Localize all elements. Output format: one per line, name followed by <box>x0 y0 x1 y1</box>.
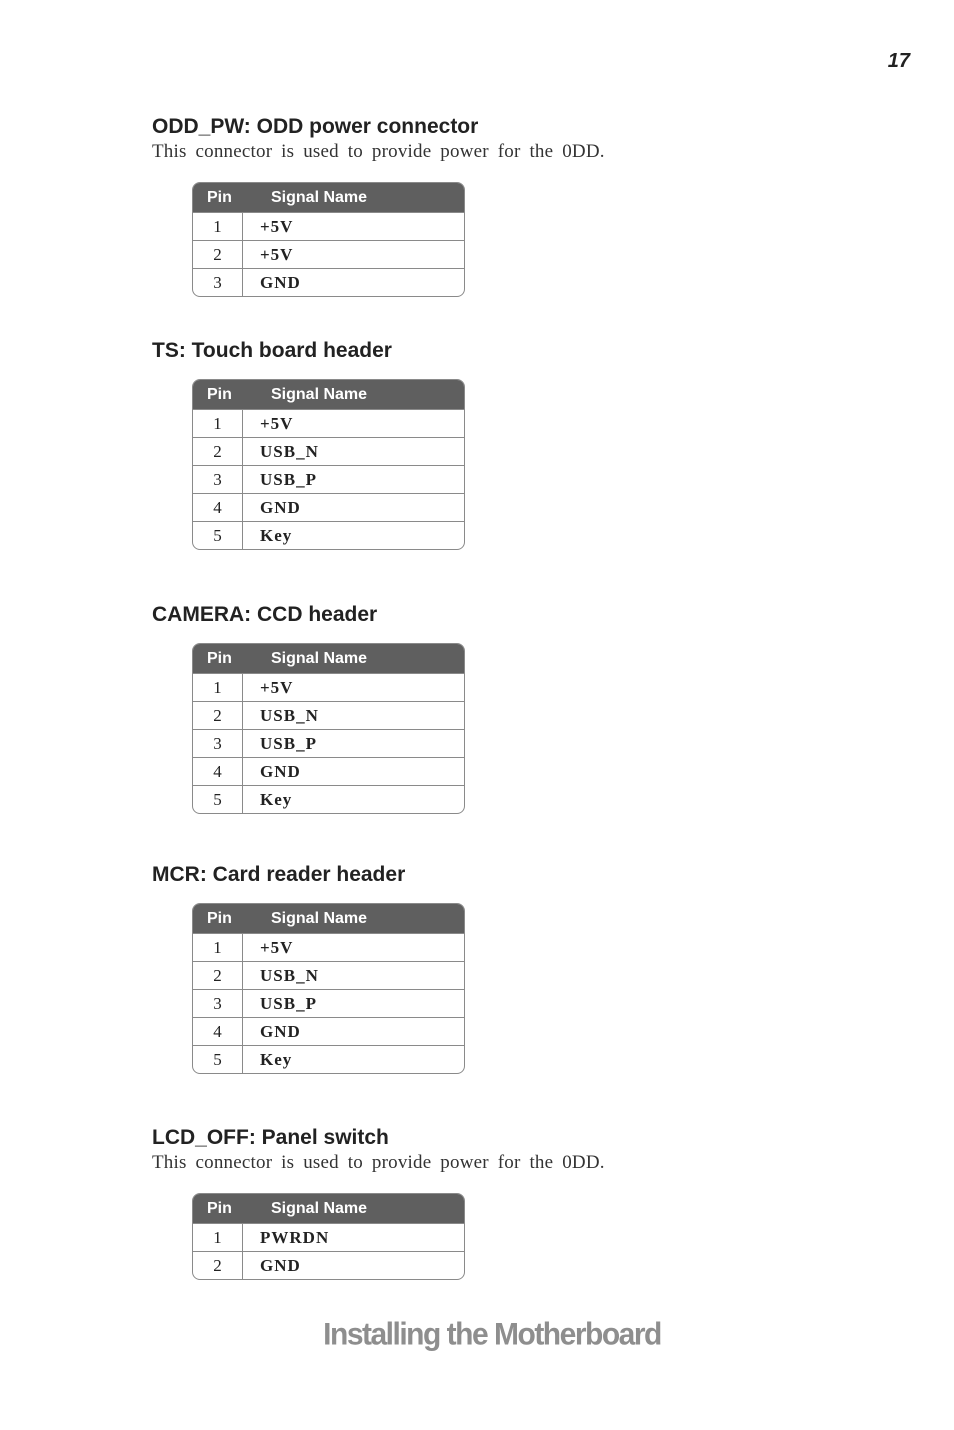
table-header <box>193 183 464 212</box>
table-row <box>193 212 464 240</box>
footer-chapter-title: Installing the Motherboard <box>323 1317 661 1352</box>
header-signal-name: Signal Name <box>271 385 368 403</box>
pin-cell: 3 <box>193 730 243 757</box>
pin-cell: 4 <box>193 758 243 785</box>
signal-cell: USB_P <box>260 994 317 1013</box>
table-row <box>193 240 464 268</box>
header-pin: Pin <box>207 1199 232 1217</box>
table-row <box>193 1017 464 1045</box>
pin-cell: 2 <box>193 438 243 465</box>
pin-cell: 3 <box>193 466 243 493</box>
table-header <box>193 380 464 409</box>
table-header <box>193 904 464 933</box>
signal-cell: GND <box>260 1256 301 1275</box>
pin-table-odd-pw <box>192 182 465 297</box>
signal-cell: Key <box>260 1050 293 1069</box>
table-row <box>193 493 464 521</box>
table-row <box>193 521 464 549</box>
section-camera <box>152 602 772 628</box>
signal-cell: USB_N <box>260 706 319 725</box>
section-title: LCD_OFF: Panel switch <box>152 1126 389 1149</box>
table-row <box>193 1045 464 1073</box>
signal-cell: GND <box>260 762 301 781</box>
table-row <box>193 933 464 961</box>
signal-cell: +5V <box>260 217 294 236</box>
pin-table-camera <box>192 643 465 814</box>
header-pin: Pin <box>207 188 232 206</box>
pin-cell: 1 <box>193 934 243 961</box>
pin-cell: 1 <box>193 213 243 240</box>
section-title: TS: Touch board header <box>152 339 392 362</box>
pin-cell: 2 <box>193 1252 243 1279</box>
table-header <box>193 1194 464 1223</box>
signal-cell: Key <box>260 790 293 809</box>
signal-cell: USB_N <box>260 442 319 461</box>
header-signal-name: Signal Name <box>271 188 368 206</box>
table-row <box>193 1251 464 1279</box>
pin-cell: 1 <box>193 674 243 701</box>
header-signal-name: Signal Name <box>271 649 368 667</box>
pin-cell: 1 <box>193 410 243 437</box>
table-row <box>193 1223 464 1251</box>
signal-cell: GND <box>260 1022 301 1041</box>
section-mcr <box>152 862 772 888</box>
table-row <box>193 268 464 296</box>
section-title: CAMERA: CCD header <box>152 603 378 626</box>
signal-cell: USB_N <box>260 966 319 985</box>
section-title: ODD_PW: ODD power connector <box>152 115 479 138</box>
section-description: This connector is used to provide power for the 0DD. <box>152 141 605 162</box>
pin-table-mcr <box>192 903 465 1074</box>
signal-cell: Key <box>260 526 293 545</box>
signal-cell: PWRDN <box>260 1228 330 1247</box>
header-signal-name: Signal Name <box>271 909 368 927</box>
signal-cell: GND <box>260 498 301 517</box>
header-signal-name: Signal Name <box>271 1199 368 1217</box>
signal-cell: +5V <box>260 678 294 697</box>
pin-cell: 5 <box>193 786 243 813</box>
pin-cell: 1 <box>193 1224 243 1251</box>
section-ts <box>152 338 772 364</box>
table-row <box>193 785 464 813</box>
pin-table-lcd-off <box>192 1193 465 1280</box>
header-pin: Pin <box>207 649 232 667</box>
section-odd-pw <box>152 114 772 164</box>
section-description: This connector is used to provide power for the 0DD. <box>152 1152 605 1173</box>
header-pin: Pin <box>207 909 232 927</box>
table-row <box>193 437 464 465</box>
pin-cell: 2 <box>193 962 243 989</box>
signal-cell: USB_P <box>260 470 317 489</box>
table-row <box>193 409 464 437</box>
pin-cell: 2 <box>193 702 243 729</box>
pin-cell: 4 <box>193 494 243 521</box>
signal-cell: +5V <box>260 414 294 433</box>
pin-cell: 4 <box>193 1018 243 1045</box>
signal-cell: GND <box>260 273 301 292</box>
pin-cell: 5 <box>193 522 243 549</box>
section-title: MCR: Card reader header <box>152 863 406 886</box>
table-header <box>193 644 464 673</box>
table-row <box>193 989 464 1017</box>
pin-cell: 3 <box>193 269 243 296</box>
signal-cell: USB_P <box>260 734 317 753</box>
table-row <box>193 961 464 989</box>
table-row <box>193 757 464 785</box>
section-lcd-off <box>152 1125 772 1175</box>
table-row <box>193 673 464 701</box>
signal-cell: +5V <box>260 245 294 264</box>
signal-cell: +5V <box>260 938 294 957</box>
table-row <box>193 465 464 493</box>
page-number: 17 <box>887 50 910 72</box>
table-row <box>193 729 464 757</box>
pin-table-ts <box>192 379 465 550</box>
header-pin: Pin <box>207 385 232 403</box>
pin-cell: 5 <box>193 1046 243 1073</box>
pin-cell: 2 <box>193 241 243 268</box>
table-row <box>193 701 464 729</box>
pin-cell: 3 <box>193 990 243 1017</box>
